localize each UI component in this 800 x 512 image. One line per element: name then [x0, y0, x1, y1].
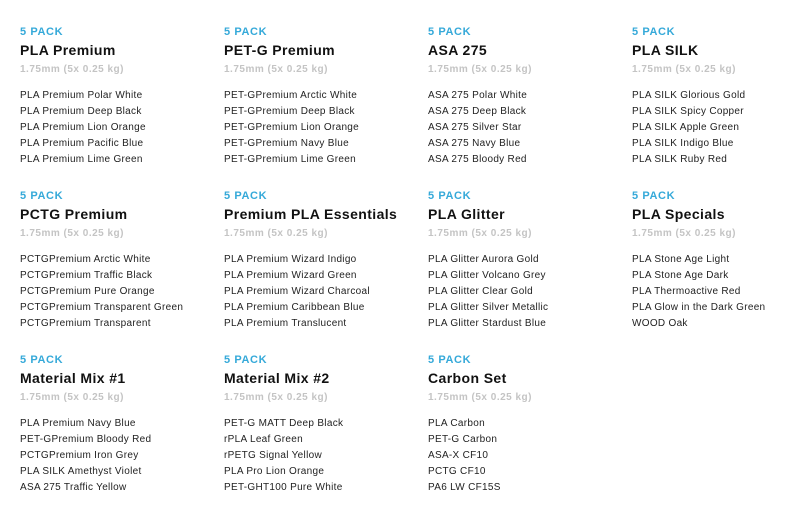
pack-pctg-premium [20, 190, 216, 332]
pack-spec: 1.75mm (5x 0.25 kg) [632, 228, 736, 239]
pack-title: PLA Specials [632, 206, 725, 222]
pack-spec: 1.75mm (5x 0.25 kg) [20, 64, 124, 75]
pack-spec: 1.75mm (5x 0.25 kg) [428, 64, 532, 75]
pack-title: PCTG Premium [20, 206, 128, 222]
list-item: PLA Premium Wizard Indigo [224, 254, 357, 265]
pack-title: PLA Glitter [428, 206, 505, 222]
pack-spec: 1.75mm (5x 0.25 kg) [428, 392, 532, 403]
pack-spec: 1.75mm (5x 0.25 kg) [20, 228, 124, 239]
pack-carbon-set [428, 354, 624, 496]
list-item: PET-G Carbon [428, 434, 498, 445]
list-item: PLA Glitter Silver Metallic [428, 302, 549, 313]
pack-count-label: 5 PACK [632, 190, 676, 202]
pack-spec: 1.75mm (5x 0.25 kg) [224, 228, 328, 239]
list-item: PLA Glitter Clear Gold [428, 286, 533, 297]
pack-count-label: 5 PACK [20, 354, 64, 366]
list-item: PLA SILK Apple Green [632, 122, 740, 133]
list-item: PA6 LW CF15S [428, 482, 501, 493]
pack-title: Material Mix #1 [20, 370, 126, 386]
list-item: PCTGPremium Transparent [20, 318, 151, 329]
pack-spec: 1.75mm (5x 0.25 kg) [224, 392, 328, 403]
list-item: PLA Pro Lion Orange [224, 466, 325, 477]
pack-petg-premium [224, 26, 420, 168]
pack-material-mix-1 [20, 354, 216, 496]
pack-item-list [428, 88, 624, 168]
pack-asa-275 [428, 26, 624, 168]
list-item: ASA 275 Silver Star [428, 122, 522, 133]
list-item: PLA Glitter Volcano Grey [428, 270, 546, 281]
list-item: PLA SILK Ruby Red [632, 154, 728, 165]
pack-item-list [224, 416, 420, 496]
pack-spec: 1.75mm (5x 0.25 kg) [428, 228, 532, 239]
pack-item-list [632, 88, 800, 168]
list-item: PLA Carbon [428, 418, 485, 429]
pack-item-list [428, 416, 624, 496]
list-item: PLA Premium Polar White [20, 90, 143, 101]
pack-item-list [20, 416, 216, 496]
list-item: PLA Stone Age Dark [632, 270, 729, 281]
list-item: PCTGPremium Iron Grey [20, 450, 139, 461]
list-item: rPETG Signal Yellow [224, 450, 322, 461]
list-item: ASA-X CF10 [428, 450, 489, 461]
pack-count-label: 5 PACK [428, 354, 472, 366]
pack-spec: 1.75mm (5x 0.25 kg) [632, 64, 736, 75]
list-item: PLA Thermoactive Red [632, 286, 741, 297]
pack-count-label: 5 PACK [428, 190, 472, 202]
pack-item-list [20, 252, 216, 332]
list-item: PCTGPremium Transparent Green [20, 302, 184, 313]
list-item: PET-GPremium Lime Green [224, 154, 356, 165]
pack-title: PLA SILK [632, 42, 699, 58]
list-item: PLA Premium Wizard Charcoal [224, 286, 370, 297]
list-item: PLA SILK Glorious Gold [632, 90, 746, 101]
list-item: PLA Premium Wizard Green [224, 270, 357, 281]
list-item: PET-GPremium Arctic White [224, 90, 358, 101]
list-item: PCTGPremium Pure Orange [20, 286, 155, 297]
list-item: ASA 275 Bloody Red [428, 154, 527, 165]
pack-count-label: 5 PACK [224, 190, 268, 202]
list-item: PLA Premium Deep Black [20, 106, 142, 117]
pack-count-label: 5 PACK [632, 26, 676, 38]
list-item: PLA SILK Indigo Blue [632, 138, 734, 149]
list-item: PET-GHT100 Pure White [224, 482, 343, 493]
pack-pla-glitter [428, 190, 624, 332]
list-item: PLA Glitter Stardust Blue [428, 318, 547, 329]
pack-spec: 1.75mm (5x 0.25 kg) [224, 64, 328, 75]
list-item: PLA Premium Lion Orange [20, 122, 146, 133]
pack-material-mix-2 [224, 354, 420, 496]
pack-item-list [224, 88, 420, 168]
list-item: WOOD Oak [632, 318, 688, 329]
pack-title: Premium PLA Essentials [224, 206, 398, 222]
pack-title: Carbon Set [428, 370, 507, 386]
pack-count-label: 5 PACK [224, 354, 268, 366]
list-item: PET-GPremium Lion Orange [224, 122, 360, 133]
list-item: PET-GPremium Deep Black [224, 106, 355, 117]
pack-premium-pla-essentials [224, 190, 420, 332]
list-item: PLA Premium Translucent [224, 318, 347, 329]
list-item: PLA Premium Lime Green [20, 154, 143, 165]
pack-count-label: 5 PACK [224, 26, 268, 38]
list-item: ASA 275 Traffic Yellow [20, 482, 127, 493]
list-item: PET-G MATT Deep Black [224, 418, 344, 429]
pack-item-list [224, 252, 420, 332]
pack-pla-premium [20, 26, 216, 168]
pack-item-list [632, 252, 800, 332]
list-item: ASA 275 Polar White [428, 90, 528, 101]
list-item: PCTGPremium Arctic White [20, 254, 151, 265]
pack-count-label: 5 PACK [20, 26, 64, 38]
list-item: PET-GPremium Navy Blue [224, 138, 349, 149]
list-item: PET-GPremium Bloody Red [20, 434, 152, 445]
list-item: PCTGPremium Traffic Black [20, 270, 153, 281]
list-item: PLA Premium Caribbean Blue [224, 302, 365, 313]
list-item: ASA 275 Navy Blue [428, 138, 521, 149]
pack-title: Material Mix #2 [224, 370, 330, 386]
list-item: PLA Stone Age Light [632, 254, 730, 265]
pack-title: PLA Premium [20, 42, 116, 58]
list-item: PCTG CF10 [428, 466, 486, 477]
pack-pla-silk [632, 26, 800, 168]
pack-title: PET-G Premium [224, 42, 336, 58]
list-item: rPLA Leaf Green [224, 434, 303, 445]
pack-item-list [20, 88, 216, 168]
list-item: PLA Premium Navy Blue [20, 418, 136, 429]
list-item: PLA SILK Spicy Copper [632, 106, 744, 117]
pack-count-label: 5 PACK [20, 190, 64, 202]
pack-item-list [428, 252, 624, 332]
list-item: PLA Glitter Aurora Gold [428, 254, 539, 265]
pack-count-label: 5 PACK [428, 26, 472, 38]
list-item: PLA Glow in the Dark Green [632, 302, 766, 313]
list-item: ASA 275 Deep Black [428, 106, 527, 117]
pack-pla-specials [632, 190, 800, 332]
pack-spec: 1.75mm (5x 0.25 kg) [20, 392, 124, 403]
list-item: PLA Premium Pacific Blue [20, 138, 144, 149]
pack-title: ASA 275 [428, 42, 488, 58]
list-item: PLA SILK Amethyst Violet [20, 466, 142, 477]
